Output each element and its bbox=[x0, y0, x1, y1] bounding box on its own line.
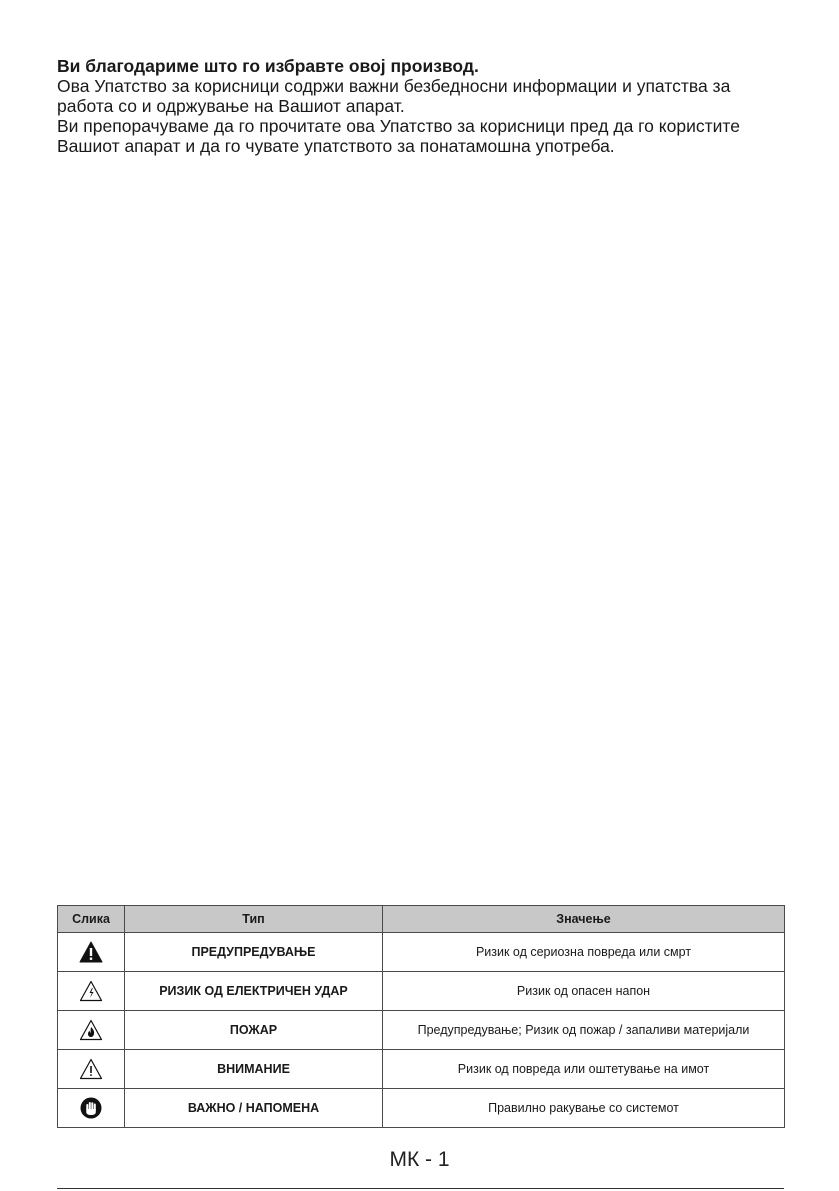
symbol-cell bbox=[58, 1050, 125, 1089]
header-type: Тип bbox=[125, 906, 383, 933]
intro-text bbox=[57, 56, 787, 156]
footer-divider bbox=[57, 1188, 784, 1189]
meaning-cell: Ризик од опасен напон bbox=[383, 972, 785, 1011]
warning-filled-icon bbox=[79, 941, 103, 963]
type-cell: ВНИМАНИЕ bbox=[125, 1050, 383, 1089]
meaning-cell: Ризик од сериозна повреда или смрт bbox=[383, 933, 785, 972]
table-row bbox=[58, 1011, 785, 1050]
table-row bbox=[58, 1050, 785, 1089]
fire-icon bbox=[79, 1019, 103, 1041]
meaning-cell: Ризик од повреда или оштетување на имот bbox=[383, 1050, 785, 1089]
electric-shock-icon bbox=[79, 980, 103, 1002]
type-cell: ПОЖАР bbox=[125, 1011, 383, 1050]
meaning-cell: Правилно ракување со системот bbox=[383, 1089, 785, 1128]
symbol-cell bbox=[58, 933, 125, 972]
safety-symbols-table bbox=[57, 905, 785, 1128]
page-number: МК - 1 bbox=[389, 1148, 450, 1171]
intro-heading: Ви благодариме што го избравте овој производ. bbox=[57, 56, 479, 76]
caution-icon bbox=[79, 1058, 103, 1080]
table-row bbox=[58, 933, 785, 972]
table-header-row bbox=[58, 906, 785, 933]
stop-hand-icon bbox=[80, 1097, 102, 1119]
table-row bbox=[58, 1089, 785, 1128]
meaning-cell: Предупредување; Ризик од пожар / запаливи материјали bbox=[383, 1011, 785, 1050]
intro-paragraph-2: Ви препорачуваме да го прочитате ова Упатство за корисници пред да го користите Вашиот апарат и да го чувате упатството за понатамошна употреба. bbox=[57, 116, 740, 156]
type-cell: ПРЕДУПРЕДУВАЊЕ bbox=[125, 933, 383, 972]
symbol-cell bbox=[58, 1011, 125, 1050]
table-row bbox=[58, 972, 785, 1011]
type-cell: РИЗИК ОД ЕЛЕКТРИЧЕН УДАР bbox=[125, 972, 383, 1011]
symbol-cell bbox=[58, 1089, 125, 1128]
symbol-cell bbox=[58, 972, 125, 1011]
header-meaning: Значење bbox=[383, 906, 785, 933]
type-cell: ВАЖНО / НАПОМЕНА bbox=[125, 1089, 383, 1128]
intro-paragraph-1: Ова Упатство за корисници содржи важни безбедносни информации и упатства за работа со и одржување на Вашиот апарат. bbox=[57, 76, 731, 116]
header-image: Слика bbox=[58, 906, 125, 933]
